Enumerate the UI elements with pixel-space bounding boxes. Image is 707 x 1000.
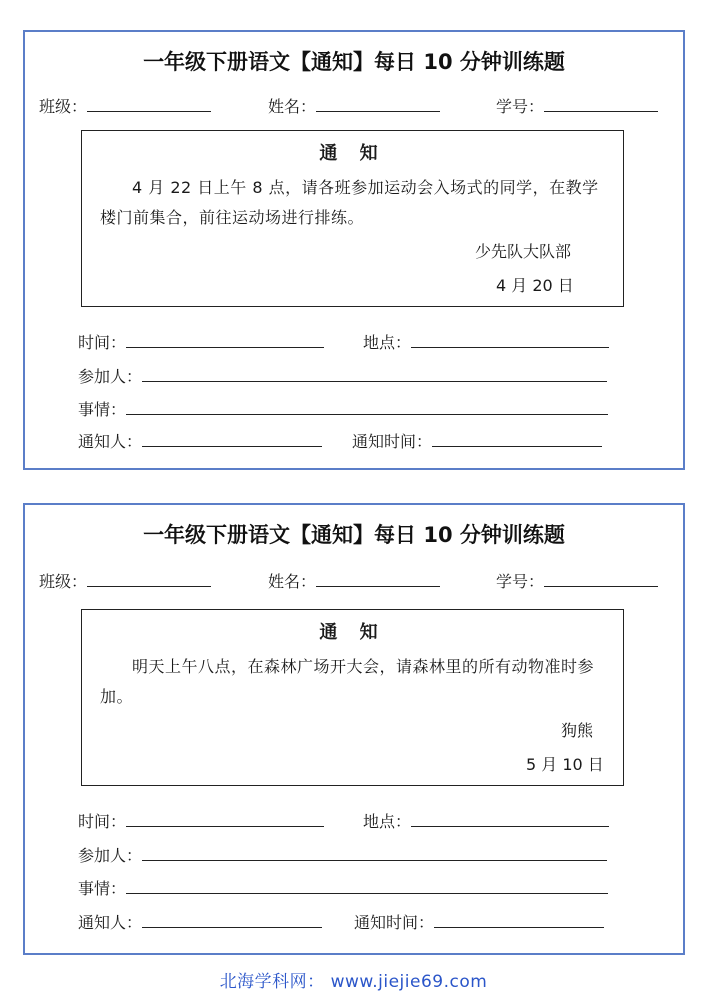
class-label: 班级：: [39, 97, 88, 116]
notice-time-blank[interactable]: [434, 911, 604, 928]
class-blank[interactable]: [87, 95, 211, 112]
participants-row: [78, 364, 607, 387]
place-blank[interactable]: [411, 810, 609, 827]
notice-heading: 通 知: [319, 143, 386, 164]
matter-blank[interactable]: [126, 877, 608, 894]
time-row: [78, 809, 324, 832]
class-field: [39, 94, 211, 117]
notifier-label: 通知人：: [78, 913, 143, 932]
place-blank[interactable]: [411, 331, 609, 348]
student-id-field: [496, 94, 658, 117]
name-field: [268, 569, 440, 592]
participants-blank[interactable]: [142, 365, 607, 382]
matter-label: 事情：: [78, 879, 127, 898]
notice-time-row: [354, 910, 604, 933]
notice-heading: 通 知: [319, 622, 386, 643]
student-id-field: [496, 569, 658, 592]
student-id-label: 学号：: [496, 572, 545, 591]
notifier-blank[interactable]: [142, 911, 322, 928]
notifier-label: 通知人：: [78, 432, 143, 451]
notice-date: 4 月 20 日: [496, 276, 574, 295]
matter-row: [78, 397, 608, 420]
notifier-row: [78, 910, 322, 933]
matter-label: 事情：: [78, 400, 127, 419]
place-row: [363, 330, 609, 353]
worksheet-title: 一年级下册语文【通知】每日 10 分钟训练题: [143, 50, 565, 74]
matter-blank[interactable]: [126, 398, 608, 415]
time-blank[interactable]: [126, 331, 324, 348]
place-row: [363, 809, 609, 832]
notice-box: [81, 130, 624, 307]
participants-blank[interactable]: [142, 844, 607, 861]
class-field: [39, 569, 211, 592]
name-label: 姓名：: [268, 572, 317, 591]
time-label: 时间：: [78, 333, 127, 352]
name-field: [268, 94, 440, 117]
matter-row: [78, 876, 608, 899]
place-label: 地点：: [363, 333, 412, 352]
class-blank[interactable]: [87, 570, 211, 587]
place-label: 地点：: [363, 812, 412, 831]
name-label: 姓名：: [268, 97, 317, 116]
name-blank[interactable]: [316, 570, 440, 587]
notifier-row: [78, 429, 322, 452]
student-id-blank[interactable]: [544, 570, 658, 587]
worksheet-2: [23, 503, 685, 955]
student-id-label: 学号：: [496, 97, 545, 116]
notice-body: 4 月 22 日上午 8 点，请各班参加运动会入场式的同学，在教学楼门前集合，前往运动场进行排练。: [100, 178, 599, 227]
time-row: [78, 330, 324, 353]
participants-label: 参加人：: [78, 846, 143, 865]
notice-body: 明天上午八点，在森林广场开大会，请森林里的所有动物准时参加。: [100, 657, 595, 706]
notice-box: [81, 609, 624, 786]
notice-signer: 少先队大队部: [475, 242, 572, 261]
notifier-blank[interactable]: [142, 430, 322, 447]
worksheet-1: [23, 30, 685, 470]
notice-signer: 狗熊: [561, 721, 594, 740]
notice-time-label: 通知时间：: [354, 913, 435, 932]
notice-date: 5 月 10 日: [526, 755, 604, 774]
student-id-blank[interactable]: [544, 95, 658, 112]
participants-label: 参加人：: [78, 367, 143, 386]
participants-row: [78, 843, 607, 866]
time-blank[interactable]: [126, 810, 324, 827]
notice-time-label: 通知时间：: [352, 432, 433, 451]
footer-watermark: 北海学科网： www.jiejie69.com: [219, 972, 488, 992]
notice-time-blank[interactable]: [432, 430, 602, 447]
class-label: 班级：: [39, 572, 88, 591]
time-label: 时间：: [78, 812, 127, 831]
name-blank[interactable]: [316, 95, 440, 112]
notice-time-row: [352, 429, 602, 452]
worksheet-title: 一年级下册语文【通知】每日 10 分钟训练题: [143, 523, 565, 547]
